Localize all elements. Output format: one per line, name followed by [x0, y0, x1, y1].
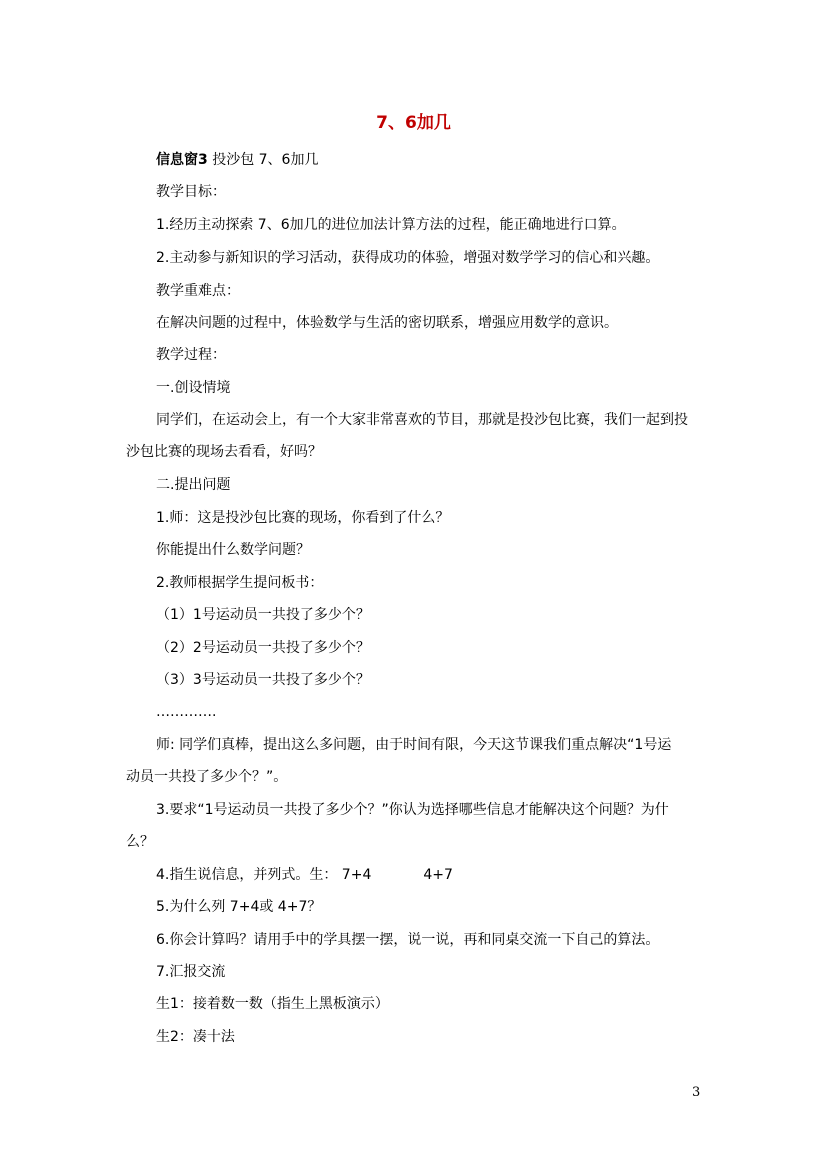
text-line: 教学重难点： [156, 283, 240, 299]
text-line: 动员一共投了多少个？”。 [126, 769, 288, 785]
text-line: 生2：凑十法 [156, 1029, 235, 1045]
text-line: （3）3号运动员一共投了多少个？ [156, 672, 370, 688]
text-line: 6.你会计算吗？请用手中的学具摆一摆，说一说，再和同桌交流一下自己的算法。 [156, 932, 660, 948]
section-header-rest: 投沙包 7、6加几 [207, 152, 319, 168]
text-line: 5.为什么列 7+4或 4+7？ [156, 899, 322, 915]
text-line: 1.经历主动探索 7、6加几的进位加法计算方法的过程，能正确地进行口算。 [156, 217, 626, 233]
text-line: …………. [156, 704, 217, 720]
text-line: 2.教师根据学生提问板书： [156, 575, 324, 591]
text-line: 3.要求“1号运动员一共投了多少个？”你认为选择哪些信息才能解决这个问题？为什 [156, 802, 669, 818]
section-header [156, 150, 318, 170]
text-line: （1）1号运动员一共投了多少个？ [156, 607, 370, 623]
text-line: 教学过程： [156, 347, 226, 363]
section-header-bold: 信息窗3 [156, 152, 208, 168]
text-line-formula [156, 865, 453, 885]
page-title: 7、6加几 [376, 113, 451, 133]
text-line: 二.提出问题 [156, 477, 231, 493]
formula-text: 4.指生说信息，并列式。生： 7+4 [156, 867, 372, 883]
text-line: 沙包比赛的现场去看看，好吗？ [126, 444, 322, 460]
text-line: 2.主动参与新知识的学习活动，获得成功的体验，增强对数学学习的信心和兴趣。 [156, 250, 660, 266]
text-line: （2）2号运动员一共投了多少个？ [156, 640, 370, 656]
text-line: 一.创设情境 [156, 380, 231, 396]
text-line: 在解决问题的过程中，体验数学与生活的密切联系，增强应用数学的意识。 [156, 315, 618, 331]
formula-extra: 4+7 [423, 867, 453, 883]
text-line: 同学们，在运动会上，有一个大家非常喜欢的节目，那就是投沙包比赛，我们一起到投 [156, 412, 688, 428]
text-line: 你能提出什么数学问题？ [156, 542, 310, 558]
text-line: 师: 同学们真棒，提出这么多问题，由于时间有限，今天这节课我们重点解决“1号运 [156, 737, 672, 753]
text-line: 教学目标： [156, 184, 226, 200]
text-line: 么？ [126, 834, 154, 850]
page-number: 3 [692, 1085, 701, 1100]
text-line: 1.师：这是投沙包比赛的现场，你看到了什么？ [156, 510, 450, 526]
text-line: 生1：接着数一数（指生上黑板演示） [156, 996, 389, 1012]
text-line: 7.汇报交流 [156, 964, 226, 980]
